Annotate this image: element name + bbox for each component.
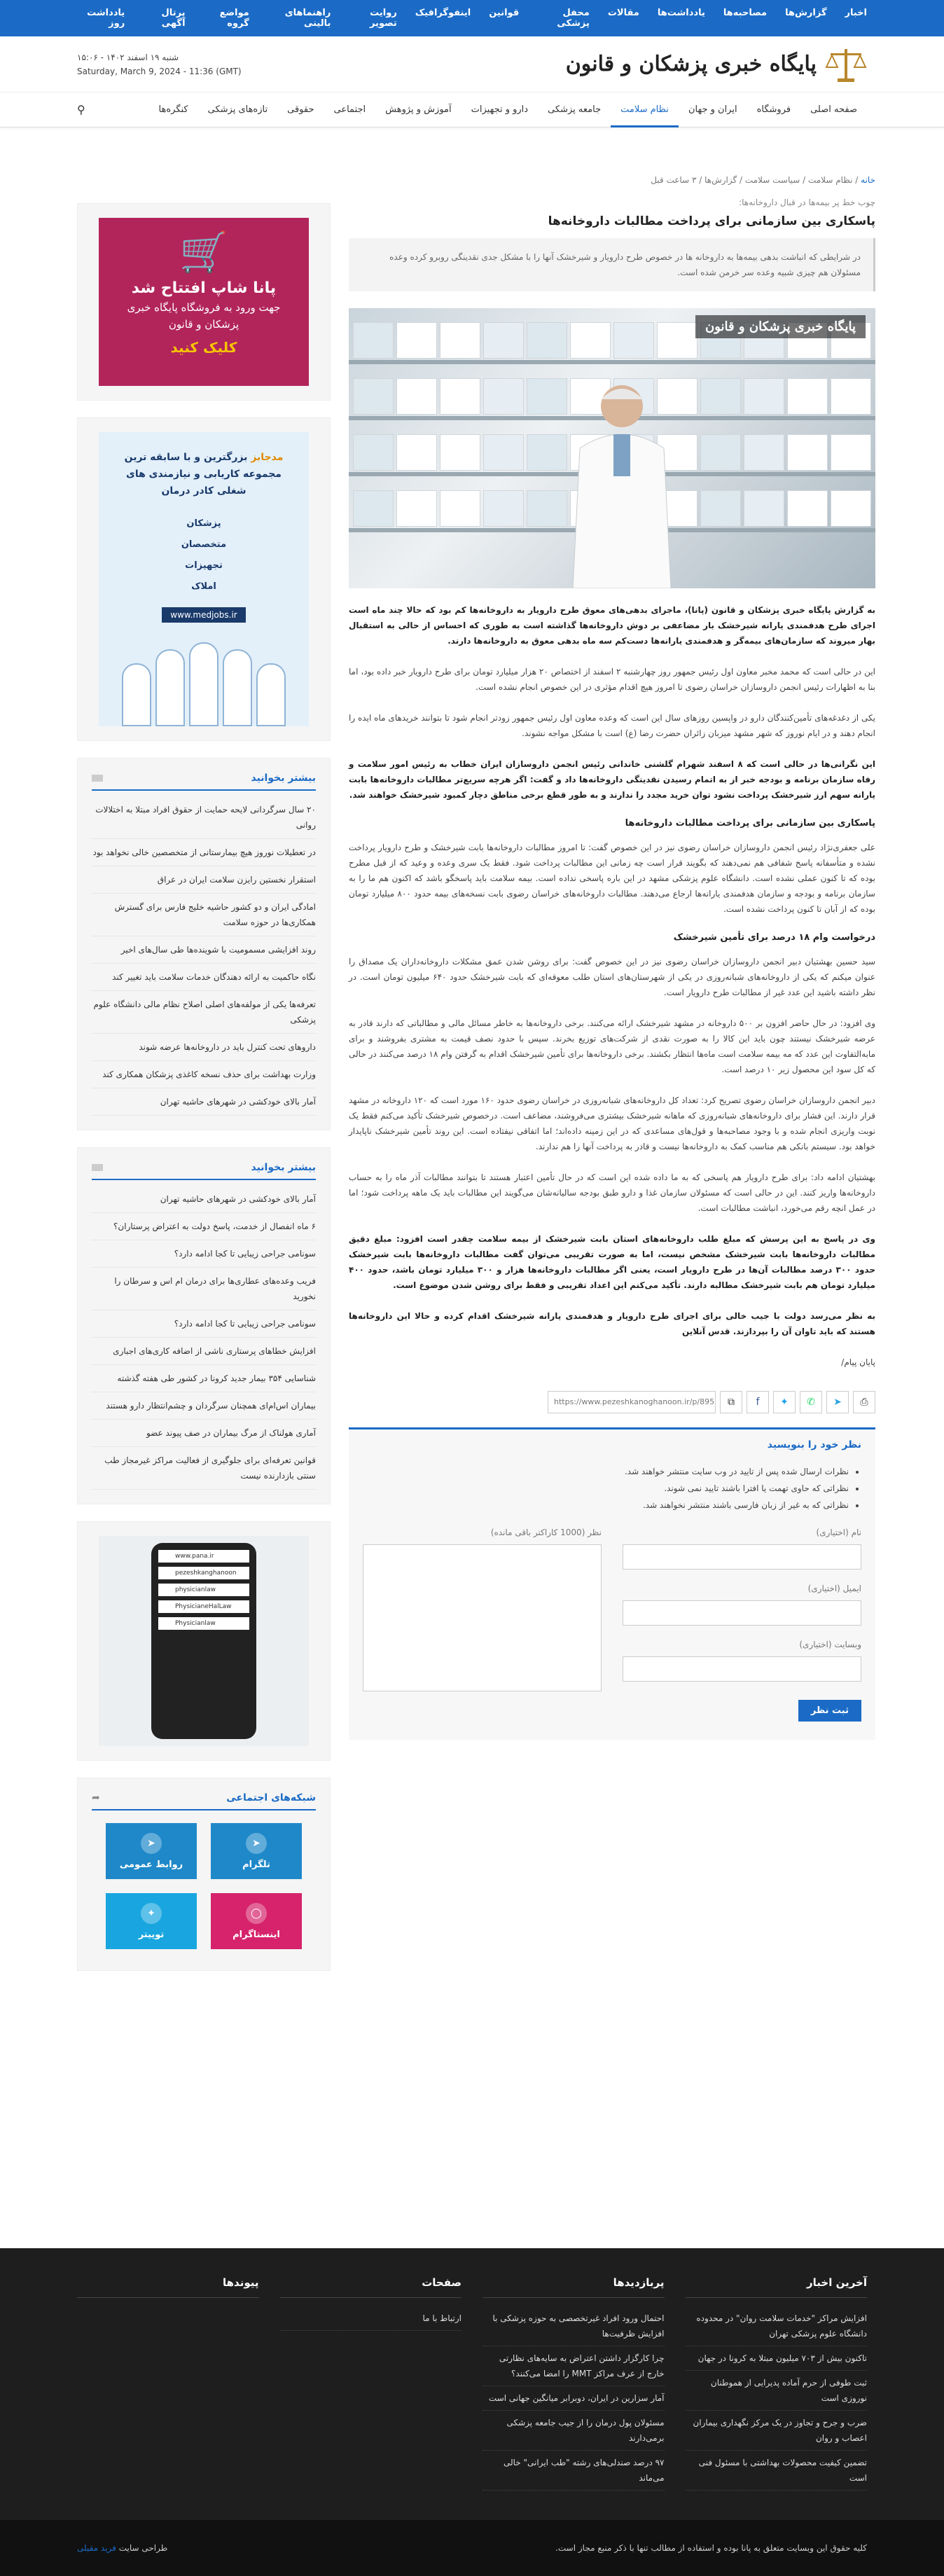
footer-link[interactable]: تضمین کیفیت محصولات بهداشتی با مسئول فنی است [686,2451,868,2491]
copyright-text: کلیه حقوق این وبسایت متعلق به پانا بوده و استفاده از مطالب تنها با ذکر منبع مجاز است. [555,2543,867,2553]
top-menu [77,8,867,29]
handle-row: PhysicianeHalLaw [158,1600,249,1613]
breadcrumb-item[interactable]: نظام سلامت [807,175,853,185]
form-right [363,1528,602,1722]
top-menu-item[interactable]: راهنماهای بالینی [284,8,331,29]
site-logo[interactable] [566,45,867,84]
list-item[interactable]: نگاه حاکمیت به ارائه دهندگان خدمات سلامت باید تغییر کند [92,964,316,991]
comment-textarea[interactable] [363,1544,602,1691]
medjobs-tag: متخصصان [181,539,227,550]
doctors-illustration [99,628,309,726]
medjobs-text: بزرگترین و با سابقه ترین مجموعه کاریابی و نیازمندی های شغلی کادر درمان [124,452,282,497]
handle-row: Physicianlaw [158,1617,249,1630]
list-item[interactable]: افزایش خطاهای پرستاری ناشی از اضافه کاری‌های اجباری [92,1338,316,1365]
footer-link[interactable]: ضرب و جرح و تجاوز در یک مرکز نگهداری بیماران اعصاب و روان [686,2411,868,2451]
telegram-link[interactable] [211,1823,302,1879]
footer-col-title: آخرین اخبار [686,2276,868,2298]
facebook-icon[interactable]: f [747,1391,769,1413]
handle-row: physicianlaw [158,1584,249,1596]
list-item[interactable]: ۲۰ سال سرگردانی لایحه حمایت از حقوق افراد مبتلا به اختلالات روانی [92,796,316,839]
name-label: نام (اختیاری) [816,1528,861,1537]
breadcrumb-home[interactable]: خانه [861,175,875,185]
section-title: بیشتر بخوانید [251,1162,316,1173]
section-header [92,1162,316,1180]
top-menu-item[interactable]: گزارش‌ها [785,8,827,18]
footer-link[interactable]: آمار سزارین در ایران، دوبرابر میانگین جهانی است [483,2386,665,2411]
comment-label: نظر (1000 کاراکتر باقی مانده) [490,1528,602,1537]
footer-link[interactable]: احتمال ورود افراد غیرتخصصی به حوزه پزشکی با افزایش ظرفیت‌ها [483,2306,665,2346]
article-pre-title: چوب خط پر بیمه‌ها در قبال داروخانه‌ها: [739,198,875,207]
comment-rule: • نظرات ارسال شده پس از تایید در وب سایت منتشر خواهند شد. [363,1463,849,1480]
top-menu-item[interactable]: یادداشت‌ها [657,8,705,18]
section-header [92,1792,316,1810]
medjobs-brand: مدجابز [251,452,284,463]
pharmacist-figure [559,371,678,588]
search-icon[interactable]: ⚲ [77,103,85,116]
footer-link[interactable]: ۹۷ درصد صندلی‌های رشته "طب ایرانی" خالی می‌ماند [483,2451,665,2491]
date-box [77,50,242,78]
paragraph: دبیر انجمن داروسازان خراسان رضوی تصریح کرد: تعداد کل داروخانه‌های شبانه‌روزی در خراسان رضوی حدود ۱۶۰ مورد است که ۱۲۰ داروخانه در مشهد قرار دارند. این فشار برای داروخانه‌های شبانه‌روزی که ماهانه شیرخشک بیشتری می‌فروشند، مضاعف است. درخصوص شیرخشک تأکید می‌کنم فقط یک نوبت واریزی انجام شده و با وجود مصاحبه‌ها و قول‌های مساعدی که در این زمینه داده‌اند؛ اما اتفاقی نیفتاده است. این روند تأمین شیرخشک ناپایدار خواهد بود. سیستم بانکی هم مناسب کمک به داروخانه‌ها نیست و قادر به پرداخت آنها را هم ندارند. [349,1095,875,1151]
handle-row: www.pana.ir [158,1550,249,1563]
paragraph: سید حسین بهشتیان دبیر انجمن داروسازان خراسان رضوی نیز در این خصوص گفت: برای روشن شدن عمق مشکلات داروخانه‌داران یک مصداق را عنوان میکنم که یکی از داروخانه‌های شبانه‌روزی در یکی از شهرستان‌های استان طلب معوقه‌ای که بابت شیرخشک حدود ۶۴۰ میلیون تومان است. در نظر داشته باشید این عدد غیر از مطالبات طرح دارویار است. [349,957,875,997]
nav-item[interactable]: آموزش و پژوهش [385,104,452,115]
share-bar [349,1391,875,1413]
scales-icon [825,45,867,84]
list-item[interactable]: بیماران اس‌ام‌ای همچنان سرگردان و چشم‌انتظار دارو هستند [92,1392,316,1420]
subheading: درخواست وام ۱۸ درصد برای تأمین شیرخشک [673,932,875,943]
telegram-icon[interactable]: ➤ [826,1391,849,1413]
footer-link[interactable]: ارتباط با ما [280,2306,462,2331]
shop-subtitle: جهت ورود به فروشگاه پایگاه خبری [127,301,281,314]
comment-form [349,1427,875,1740]
article-body [349,602,875,1370]
list-item[interactable]: فریب وعده‌های عطاری‌ها برای درمان ام اس و سرطان را نخورید [92,1268,316,1310]
instagram-icon: ◯ [246,1903,267,1924]
nav-item[interactable]: کنگره‌ها [158,104,188,115]
telegram-icon: ➤ [246,1833,267,1854]
breadcrumb-item[interactable]: گزارش‌ها [704,175,737,185]
nav-item-home[interactable]: صفحه اصلی [810,104,857,115]
top-menu-item[interactable]: اینفوگرافیک [415,8,471,18]
app-ad-box [77,1521,331,1761]
list-item[interactable]: وزارت بهداشت برای حذف نسخه کاغذی پزشکان همکاری کند [92,1061,316,1088]
print-icon[interactable]: ⎙ [853,1391,875,1413]
paragraph: وی افزود: در حال حاضر افزون بر ۵۰۰ داروخانه در مشهد شیرخشک ارائه می‌کنند. برخی داروخانه‌ها به خاطر مسائل مالی و مطالباتی که دارند قادر به عرضه شیرخشک نیستند چون باید این کالا را به صورت نقدی از شرکت‌های توزیع بخرند. سپس با حدود نصف قیمت به مشتری بفروشند و برای مابه‌التفاوت این عدد که مه بیمه سلامت است ماه‌ها انتظار بکشند. برخی داروخانه‌ها برای تأمین شیرخشک اقدام به گرفتن وام ۱۸ درصد می‌کنند در حالی که کل سود این محصول زیر ۱۰ درصد است. [349,1018,876,1074]
list-item[interactable]: قوانین تعرفه‌ای برای جلوگیری از فعالیت مراکز غیرمجاز طب سنتی بازدارنده نیست [92,1447,316,1490]
share-icon: ➦ [92,1792,100,1803]
list-item[interactable]: سونامی جراحی زیبایی تا کجا ادامه دارد؟ [92,1240,316,1268]
nav-item[interactable]: تازه‌های پزشکی [207,104,268,115]
footer-col-title: پیوندها [77,2276,259,2298]
subheading: پاسکاری بین سازمانی برای پرداخت مطالبات داروخانه‌ها [625,818,875,829]
comment-rule: • نظراتی که حاوی تهمت یا افترا باشند تایید نمی شوند. [363,1480,849,1497]
medjobs-tag: تجهیزات [185,560,223,571]
footer-link[interactable]: ثبت طوفی از حرم آماده پدیرایی از هموطنان نوروزی است [686,2371,868,2411]
top-menu-item[interactable]: یادداشت روز [87,8,125,29]
footer-popular [483,2276,665,2491]
designer-credit [77,2543,167,2553]
comment-rule: • نظراتی که به غیر از زبان فارسی باشند منتشر نخواهند شد. [363,1497,849,1514]
medjobs-url: www.medjobs.ir [162,607,245,623]
date-fa: شنبه ۱۹ اسفند ۱۴۰۲ - ۱۵:۰۶ [77,52,179,62]
comment-rules [363,1463,861,1514]
site-header [0,36,944,92]
paragraph: بهشتیان ادامه داد: برای طرح دارویار هم پاسخی که به ما داده شده این است که در حال تأمین اعتبار هستند تا بتوانند مطالبات آذر ماه را به حساب داروخانه‌ها واریز کنند. این در حالی است که مسئولان سازمان غذا و دارو طبق بودجه سالیانه‌شان می‌گویند این مطالبات باید یک ماهه پرداخت شود؛ اما در عمل انچه رقم می‌خورد، انباشت مطالبات است. [349,1172,875,1213]
section-title: بیشتر بخوانید [251,773,316,784]
footer-link[interactable]: چرا کارگزار داشتن اعتراض به سایه‌های نظارتی خارج از عرف مراکز MMT را امضا می‌کنند؟ [483,2346,665,2386]
medjobs-tags [99,513,309,597]
breadcrumb-item[interactable]: سیاست سلامت [744,175,800,185]
social-grid [92,1816,316,1956]
main-menu [149,92,867,127]
pr-link[interactable] [106,1823,197,1879]
top-menu-item[interactable]: پرتال آگهی [161,8,186,29]
list-item[interactable]: ۶ ماه انفصال از خدمت، پاسخ دولت به اعتراض پرستاران؟ [92,1213,316,1240]
top-menu-item[interactable]: مقالات [607,8,639,18]
footer [0,2248,944,2520]
pr-label: روابط عمومی [119,1859,183,1870]
nav-item[interactable]: اجتماعی [333,104,366,115]
top-menu-item[interactable]: قوانین [489,8,520,18]
footer-latest [686,2276,868,2491]
design-label: طراحی سایت [118,2543,168,2553]
designer-link[interactable]: فرید مقیلی [77,2543,116,2553]
list-item[interactable]: داروهای تحت کنترل باید در داروخانه‌ها عرضه شوند [92,1034,316,1061]
date-en: Saturday, March 9, 2024 - 11:36 (GMT) [77,66,242,76]
most-read-list [92,1186,316,1490]
footer-pages [280,2276,462,2491]
footer-link[interactable]: تاکنون بیش از ۷۰۳ میلیون مبتلا به کرونا در جهان [686,2346,868,2371]
footer-link[interactable]: مسئولان پول درمان را از جیب جامعه پزشکی برمی‌دارند [483,2411,665,2451]
breadcrumb: خانه / نظام سلامت / سیاست سلامت / گزارش‌ها / ۳ ساعت قبل [651,175,875,185]
sidebar [77,203,331,1988]
article-lead: در شرایطی که انباشت بدهی بیمه‌ها به داروخانه ها در خصوص طرح دارویار و شیرخشک آنها را با مشکل جدی نقدینگی روبرو کرده وعده مسئولان هم چیزی شبیه وعده سر خرمن شده است. [349,238,875,291]
form-fields [363,1528,861,1722]
footer-links [77,2276,259,2491]
list-item[interactable]: آمار بالای خودکشی در شهرهای حاشیه تهران [92,1088,316,1116]
top-menu-item[interactable]: اخبار [845,8,867,18]
copyright-bar [0,2520,944,2576]
medjobs-tag: املاک [191,581,216,592]
website-label: وبسایت (اختیاری) [799,1640,861,1649]
nav-item[interactable]: جامعه پزشکی [548,104,602,115]
nav-item[interactable]: دارو و تجهیزات [471,104,529,115]
article-column [349,175,875,1740]
whatsapp-icon[interactable]: ✆ [800,1391,822,1413]
paragraph: یکی از دغدغه‌های تأمین‌کنندگان دارو در واپسین روزهای سال این است که وعده معاون اول رئیس جمهور زودتر انجام شود تا بتوانند خریدهای ماه ایده را انجام دهند و در ایام نوروز که شهر مشهد میزبان زائران حضرت رضا (ع) است با مشکل مواجه نشوند. [349,713,875,738]
list-item[interactable]: آمار بالای خودکشی در شهرهای حاشیه تهران [92,1186,316,1213]
most-read-box [77,758,331,1130]
footer-col-title: پربازدیدها [483,2276,665,2298]
basket-icon: 🛒 [179,230,228,275]
article-image [349,308,875,588]
shop-title: پانا شاپ افتتاح شد [131,279,277,297]
medjobs-heading [99,449,309,499]
instagram-label: اینستاگرام [232,1929,280,1940]
paragraph: این نگرانی‌ها در حالی است که ۸ اسفند شهرام گلشنی خاندانی رئیس انجمن داروسازان ایران خطاب به رئیس امور سلامت و رفاه سازمان برنامه و بودجه خبر از به اتمام رسیدن نقدینگی داروخانه‌ها داد و گفت: اگر هرچه سریع‌تر مطالبات داروخانه‌ها بابت یارانه سهم ارز شیرخشک پرداخت نشود توان خرید مجدد را ندارند و به طور قطع برخی مناطق دچار کمبود شیرخشک خواهند شد. [349,759,875,800]
email-field[interactable] [623,1600,861,1626]
article-time: ۳ ساعت قبل [651,175,697,185]
paragraph: این در حالی است که محمد مخبر معاون اول رئیس جمهور روز چهارشنبه ۲ اسفند از اختصاص ۲۰ هزار میلیارد تومان برای طرح دارویار خبر داده بود، اما بنا به اظهارات رئیس انجمن داروسازان خراسان رضوی تا امروز هیچ اقدام مؤثری در این خصوص انجام نشده است. [349,667,875,692]
twitter-label: توییتر [138,1929,165,1940]
logo-text: پایگاه خبری پزشکان و قانون [565,52,817,76]
nav-item[interactable]: ایران و جهان [688,104,737,115]
article-end: پایان پیام/ [841,1357,875,1367]
email-label: ایمیل (اختیاری) [807,1584,861,1593]
medjobs-tag: پزشکان [186,518,221,529]
submit-comment-button[interactable]: ثبت نظر [798,1700,861,1722]
twitter-icon: ✦ [141,1903,162,1924]
name-field[interactable] [623,1544,861,1570]
footer-columns [77,2276,867,2491]
nav-item-active[interactable]: نظام سلامت [611,92,679,127]
most-read-list [92,796,316,1116]
list-icon [92,1164,103,1171]
shop-subtitle: پزشکان و قانون [168,318,240,331]
shop-banner[interactable] [99,218,309,386]
twitter-link[interactable] [106,1893,197,1949]
list-item[interactable]: سونامی جراحی زیبایی تا کجا ادامه دارد؟ [92,1310,316,1338]
copy-link-icon[interactable]: ⧉ [720,1391,742,1413]
form-left [623,1528,861,1722]
list-item[interactable]: تعرفه‌ها یکی از مولفه‌های اصلی اصلاح نظام مالی دانشگاه علوم پزشکی [92,991,316,1034]
telegram-label: تلگرام [242,1859,270,1870]
footer-link[interactable]: افزایش مراکز "خدمات سلامت روان" در محدوده دانشگاه علوم پزشکی تهران [686,2306,868,2346]
medjobs-ad-box [77,417,331,741]
twitter-icon[interactable]: ✦ [773,1391,796,1413]
phone-mockup [151,1543,256,1739]
section-header [92,773,316,791]
top-menu-item[interactable]: مواضع گروه [219,8,249,29]
list-item[interactable]: در تعطیلات نوروز هیچ بیمارستانی از متخصصین خالی نخواهد بود [92,839,316,866]
image-watermark: پایگاه خبری پزشکان و قانون [695,315,866,338]
social-box [77,1778,331,1971]
top-bar [0,0,944,36]
most-read-box-2 [77,1147,331,1504]
instagram-link[interactable] [211,1893,302,1949]
handle-row: pezeshkanghanoon [158,1567,249,1579]
nav-item[interactable]: فروشگاه [756,104,791,115]
comment-title: نظر خود را بنویسید [767,1439,861,1450]
top-menu-item[interactable]: مصاحبه‌ها [723,8,768,18]
paragraph: علی جعفری‌نژاد رئیس انجمن داروسازان خراسان رضوی نیز در این خصوص گفت: تا امروز مطالبات داروخانه‌ها بابت شیرخشک و طرح دارویار پرداخت نشده و متأسفانه پاسخ شفافی هم نمی‌دهند که بگویند قرار است چه زمانی این مطالبات پرداخت شود. فقط یک سری وعده و وعید که از قبل مطرح بوده که تا کنون عملی نشده است. دانشگاه علوم پزشکی مشهد در این باره پاسخی نداده است. بیمه سلامت باید پاسخگو باشد که اکنون هم ما را به سازمان برنامه و بودجه و سازمان هدفمندی یارانه‌ها ارجاع می‌دهند. مطالبات داروخانه‌های خراسان رضوی بابت نسخه‌های بیمه حدود ۸۰۰ میلیارد تومان بوده که از آبان تا کنون پرداخت نشده است. [349,843,875,914]
telegram-icon: ➤ [141,1833,162,1854]
list-item[interactable]: استقرار نخستین رایزن سلامت ایران در عراق [92,866,316,894]
shelf [349,360,875,364]
article-title: پاسکاری بین سازمانی برای پرداخت مطالبات داروخانه‌ها [548,214,875,228]
list-item[interactable]: امادگی ایران و دو کشور حاشیه خلیج فارس برای گسترش همکاری‌ها در حوزه سلامت [92,894,316,936]
website-field[interactable] [623,1656,861,1682]
short-url[interactable]: https://www.pezeshkanoghanoon.ir/p/895 [548,1391,716,1413]
shop-ad-box [77,203,331,401]
footer-col-title: صفحات [280,2276,462,2298]
paragraph: به گزارش پایگاه خبری پزشکان و قانون (پانا)، ماجرای بدهی‌های معوق طرح دارویار به داروخانه‌ها کم بود که حالا چند ماه است اجرای طرح هدفمندی یارانه شیرخشک بار مضاعفی بر دوش داروخانه‌ها گذاشته است به طوری که احساس از حالی به استقبال بهار میروند که سازمان‌های بیمه‌گر و هدفمندی یارانه‌ها دست‌کم سه ماه بدهی معوق به داروخانه‌ها دارند. [349,605,875,646]
main-nav [0,92,944,127]
social-handles-banner[interactable] [99,1536,309,1746]
list-item[interactable]: روند افزایشی مسمومیت با شوینده‌ها طی سال‌های اخیر [92,936,316,964]
list-item[interactable]: شناسایی ۳۵۴ بیمار جدید کرونا در کشور طی هفته گذشته [92,1365,316,1392]
list-item[interactable]: آماری هولناک از مرگ بیماران در صف پیوند عضو [92,1420,316,1447]
shop-cta: کلیک کنید [170,339,237,356]
nav-item[interactable]: حقوقی [287,104,314,115]
medjobs-banner[interactable] [99,432,309,726]
paragraph: وی در پاسخ به این پرسش که مبلغ طلب داروخانه‌های استان بابت شیرخشک از بیمه سلامت چقدر است افزود: مبلغ دقیق مطالبات داروخانه‌ها بابت شیرخشک مشخص نیست، اما به صورت تقریبی می‌توان گفت مطالبات داروخانه‌ها بابت شیرخشک حدود ۳۰۰ درصد مطالبات آن‌ها در طرح دارویار است، یعنی اگر مطالبات داروخانه‌ها هزار و ۳۰۰ میلیارد تومان باشد، حدود ۴۰۰ میلیارد تومان هم بابت شیرخشک مطالبه دارند. تأکید می‌کنم این اعداد تقریبی و فقط برای روشن شدن موضوع است. [349,1234,876,1290]
paragraph: به نظر می‌رسد دولت با جیب خالی برای اجرای طرح دارویار و هدفمندی یارانه شیرخشک اقدام کرده و حالا این داروخانه‌ها هستند که باید تاوان آن را بپردازند. قدس آنلاین [349,1311,875,1336]
section-title: شبکه‌های اجتماعی [226,1792,316,1803]
top-menu-item[interactable]: محفل پزشکی [557,8,590,29]
top-menu-item[interactable]: روایت تصویر [370,8,397,29]
list-icon [92,775,103,782]
